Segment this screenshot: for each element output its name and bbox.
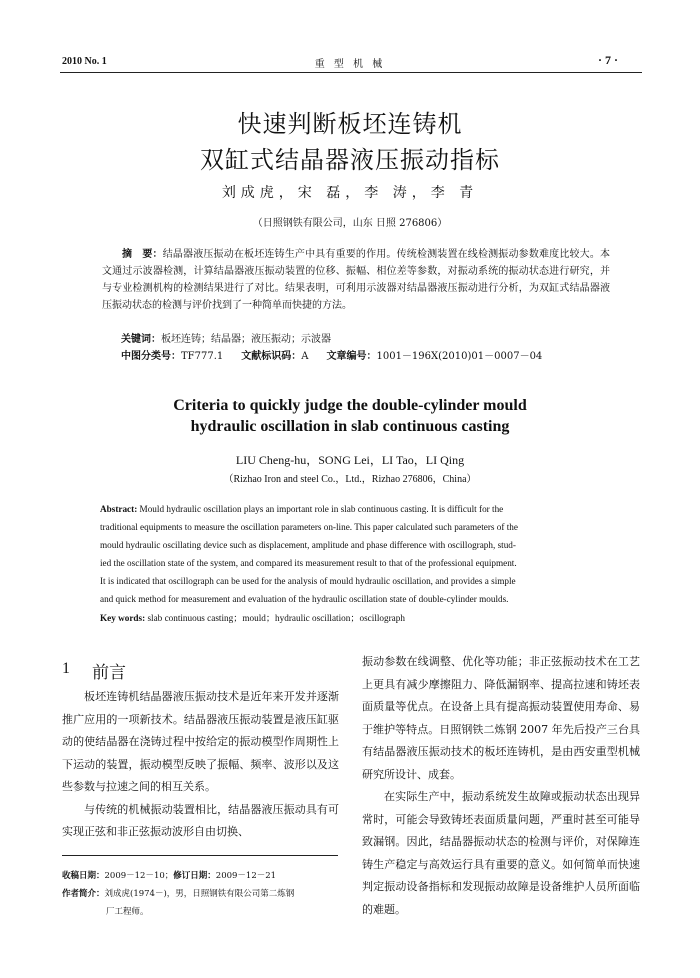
clc-label: 中图分类号：	[121, 351, 181, 362]
clc-code: TF777.1	[181, 351, 224, 362]
abstract-cn-text: 结晶器液压振动在板坯连铸生产中具有重要的作用。传统检测装置在线检测振动参数难度比较大。本文通过示波器检测，计算结晶器液压振动装置的位移、振幅、相位差等参数，对振动系统的振动状态进行研究，并与专业检测机构的检测结果进行了对比。结果表明，可利用示波器对结晶器液压振动进行分析，为双缸式结晶器液压振动状态的检测与评价找到了一种简单而快捷的方法。	[102, 249, 611, 311]
abstract-en-line: mould hydraulic oscillating device such as displacement, amplitude and phase difference with oscillograph, stud-	[100, 540, 516, 550]
authors-cn: 刘成虎，宋 磊，李 涛，李 青	[221, 185, 479, 201]
article-no-label: 文章编号：	[326, 351, 377, 362]
affiliation-en: （Rizhao Iron and steel Co.，Ltd.，Rizhao 276806，China）	[223, 474, 477, 485]
authors-en: LIU Cheng-hu，SONG Lei，LI Tao，LI Qing	[235, 453, 465, 467]
abstract-en-line: and quick method for measurement and evaluation of the hydraulic oscillation state of double-cylinder moulds.	[100, 594, 509, 604]
body-paragraph: 振动参数在线调整、优化等功能；非正弦振动技术在工艺上更具有减少摩擦阻力、降低漏钢率、提高拉速和铸坯表面质量等优点。在设备上具有提高振动装置使用寿命、易于维护等特点。日照钢铁二炼钢 2007 年先后投产三台具有结晶器液压振动技术的板坯连铸机，是由西安重型机械研究所设计、成套。	[362, 655, 640, 781]
body-paragraph: 在实际生产中，振动系统发生故障或振动状态出现异常时，可能会导致铸坯表面质量问题，严重时甚至可能导致漏钢。因此，结晶器振动状态的检测与评价，对保障连铸生产稳定与高效运行具有重要的意义。如何简单而快速判定振动设备指标和发现振动故障是设备维护人员所面临的难题。	[362, 790, 640, 916]
abstract-en	[100, 500, 612, 608]
body-paragraph: 板坯连铸机结晶器液压振动技术是近年来开发并逐渐推广应用的一项新技术。结晶器液压振动装置是液压缸驱动的使结晶器在浇铸过程中按给定的振动模型作周期性上下运动的装置，振动模型反映了振幅、频率、波形以及这些参数与拉速之间的相互关系。	[62, 690, 339, 793]
title-en-line-2: hydraulic oscillation in slab continuous casting	[190, 418, 510, 435]
classification-line	[121, 347, 560, 362]
keywords-en	[100, 610, 405, 624]
body-right-column	[362, 651, 640, 921]
abstract-en-line: ied the oscillation state of the system, and compared its measurement result to that of the professional equipment.	[100, 558, 517, 568]
title-en-line-1: Criteria to quickly judge the double-cylinder mould	[173, 397, 527, 414]
doc-code-label: 文献标识码：	[241, 351, 302, 362]
body-left-column	[62, 686, 339, 844]
title-cn-line-2: 双缸式结晶器液压振动指标	[200, 146, 500, 174]
section-number: 1	[62, 660, 70, 677]
issue-label: 2010 No. 1	[62, 56, 107, 67]
keywords-cn-text: 板坯连铸；结晶器；液压振动；示波器	[161, 334, 331, 345]
received-label: 收稿日期：	[62, 871, 105, 881]
footnote-dates	[62, 868, 344, 885]
keywords-cn-label: 关键词：	[121, 334, 161, 345]
keywords-cn	[121, 330, 331, 345]
footnote-bio	[62, 886, 344, 903]
bio-label: 作者简介：	[62, 889, 105, 899]
section-title: 前言	[92, 663, 126, 683]
revised-label: 修订日期：	[173, 871, 216, 881]
keywords-en-label: Key words:	[100, 613, 146, 623]
abstract-en-label: Abstract:	[100, 504, 138, 514]
article-no: 1001－196X(2010)01－0007－04	[376, 351, 543, 362]
abstract-en-line: Abstract: Mould hydraulic oscillation plays an important role in slab continuous casting. It is difficult for the	[100, 504, 504, 514]
header-rule	[60, 72, 642, 73]
title-cn-line-1: 快速判断板坯连铸机	[237, 110, 463, 138]
revised-date: 2009－12－21	[215, 871, 277, 881]
abstract-en-line: It is indicated that oscillograph can be used for the analysis of mould hydraulic oscillation, and provides a simple	[100, 576, 516, 586]
footnote-bio-cont: 厂工程师。	[106, 907, 149, 917]
affiliation-cn: （日照钢铁有限公司，山东 日照 276806）	[252, 218, 448, 229]
footnote-rule	[62, 855, 338, 856]
bio-text: 刘成虎(1974－)，男，日照钢铁有限公司第二炼钢	[104, 889, 295, 899]
received-date: 2009－12－10；	[104, 871, 174, 881]
journal-name: 重 型 机 械	[314, 59, 386, 70]
abstract-en-line: traditional equipments to measure the oscillation parameters on-line. This paper calculated such parameters of the	[100, 522, 518, 532]
abstract-cn	[102, 246, 610, 314]
abstract-cn-label: 摘 要：	[122, 249, 163, 260]
doc-code: A	[301, 351, 309, 362]
page-number: · 7 ·	[597, 53, 618, 67]
keywords-en-text: slab continuous casting；mould；hydraulic oscillation；oscillograph	[147, 613, 405, 623]
body-paragraph: 与传统的机械振动装置相比，结晶器液压振动具有可实现正弦和非正弦振动波形自由切换、	[62, 802, 339, 838]
